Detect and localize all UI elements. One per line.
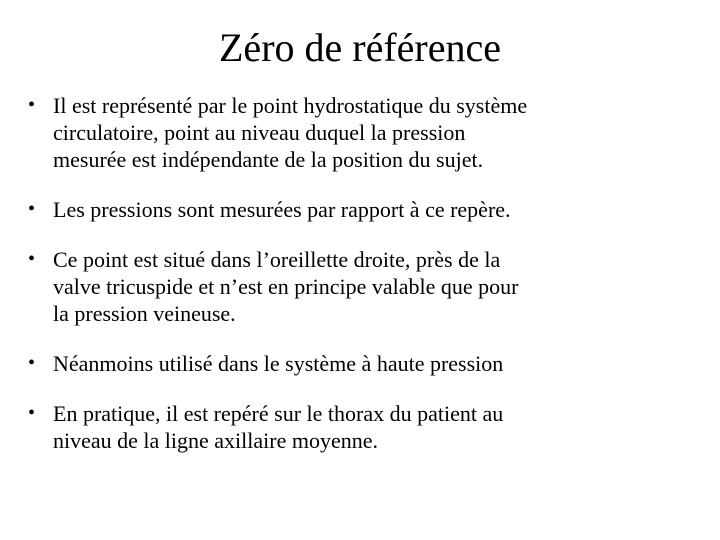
bullet-item xyxy=(28,400,688,454)
bullet-text-line: Néanmoins utilisé dans le système à haute pression xyxy=(53,351,504,376)
slide-title: Zéro de référence xyxy=(219,25,501,70)
bullet-item xyxy=(28,350,688,377)
bullet-list xyxy=(28,92,688,477)
bullet-text-line: la pression veineuse. xyxy=(53,301,236,326)
bullet-text-line: En pratique, il est repéré sur le thorax du patient au xyxy=(53,401,504,426)
bullet-marker: • xyxy=(28,402,36,424)
bullet-item xyxy=(28,196,688,223)
bullet-marker: • xyxy=(28,248,36,270)
bullet-text-line: circulatoire, point au niveau duquel la pression xyxy=(53,120,466,145)
bullet-item xyxy=(28,92,688,173)
bullet-text-line: mesurée est indépendante de la position du sujet. xyxy=(53,147,484,172)
bullet-text-line: Les pressions sont mesurées par rapport à ce repère. xyxy=(53,197,511,222)
bullet-marker: • xyxy=(28,94,36,116)
bullet-text-line: niveau de la ligne axillaire moyenne. xyxy=(53,428,378,453)
bullet-text-line: Ce point est situé dans l’oreillette droite, près de la xyxy=(53,247,501,272)
bullet-item xyxy=(28,246,688,327)
bullet-text-line: valve tricuspide et n’est en principe valable que pour xyxy=(53,274,519,299)
bullet-marker: • xyxy=(28,198,36,220)
bullet-marker: • xyxy=(28,352,36,374)
bullet-text-line: Il est représenté par le point hydrostatique du système xyxy=(53,93,528,118)
